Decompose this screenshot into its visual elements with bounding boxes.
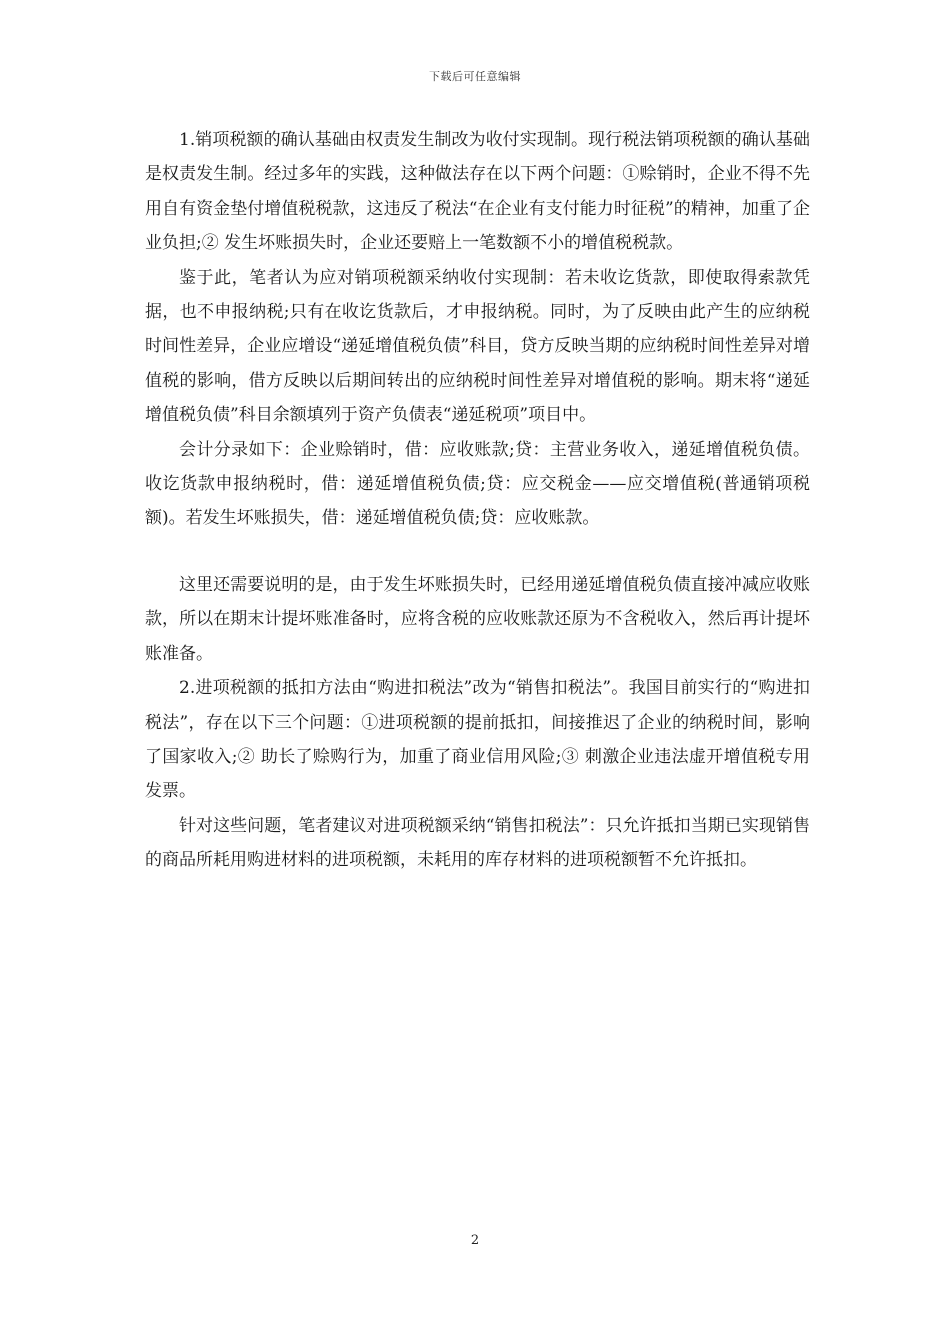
paragraph-accounting-entries: 会计分录如下：企业赊销时，借：应收账款;贷：主营业务收入，递延增值税负债。收讫货款申报纳税时，借：递延增值税负债;贷：应交税金——应交增值税(普通销项税额)。若发生坏账损失，借：递延增值税负债;贷：应收账款。 <box>145 439 810 529</box>
paragraph-output-tax-basis: 1.销项税额的确认基础由权责发生制改为收付实现制。现行税法销项税额的确认基础是权责发生制。经过多年的实践，这种做法存在以下两个问题：①赊销时，企业不得不先用自有资金垫付增值税税款，这违反了税法“在企业有支付能力时征税”的精神，加重了企业负担;② 发生坏账损失时，企业还要赔上一笔数额不小的增值税税款。 <box>145 130 810 254</box>
document-body <box>145 123 810 878</box>
paragraph-sales-deduction-proposal: 针对这些问题，笔者建议对进项税额采纳“销售扣税法”：只允许抵扣当期已实现销售的商品所耗用购进材料的进项税额，未耗用的库存材料的进项税额暂不允许抵扣。 <box>145 815 810 871</box>
paragraph-bad-debt-note: 这里还需要说明的是，由于发生坏账损失时，已经用递延增值税负债直接冲减应收账款，所以在期末计提坏账准备时，应将含税的应收账款还原为不含税收入，然后再计提坏账准备。 <box>145 574 810 664</box>
page-header: 下载后可任意编辑 <box>429 70 521 83</box>
page-number: 2 <box>470 1233 480 1248</box>
paragraph-cash-basis-proposal: 鉴于此，笔者认为应对销项税额采纳收付实现制：若未收讫货款，即使取得索款凭据，也不申报纳税;只有在收讫货款后，才申报纳税。同时，为了反映由此产生的应纳税时间性差异，企业应增设“递延增值税负债”科目，贷方反映当期的应纳税时间性差异对增值税的影响，借方反映以后期间转出的应纳税时间性差异对增值税的影响。期末将“递延增值税负债”科目余额填列于资产负债表“递延税项”项目中。 <box>145 267 810 426</box>
paragraph-input-tax-method: 2.进项税额的抵扣方法由“购进扣税法”改为“销售扣税法”。我国目前实行的“购进扣税法”，存在以下三个问题：①进项税额的提前抵扣，间接推迟了企业的纳税时间，影响了国家收入;② 助长了赊购行为，加重了商业信用风险;③ 刺激企业违法虚开增值税专用发票。 <box>145 678 810 802</box>
paragraph-gap <box>145 536 810 568</box>
